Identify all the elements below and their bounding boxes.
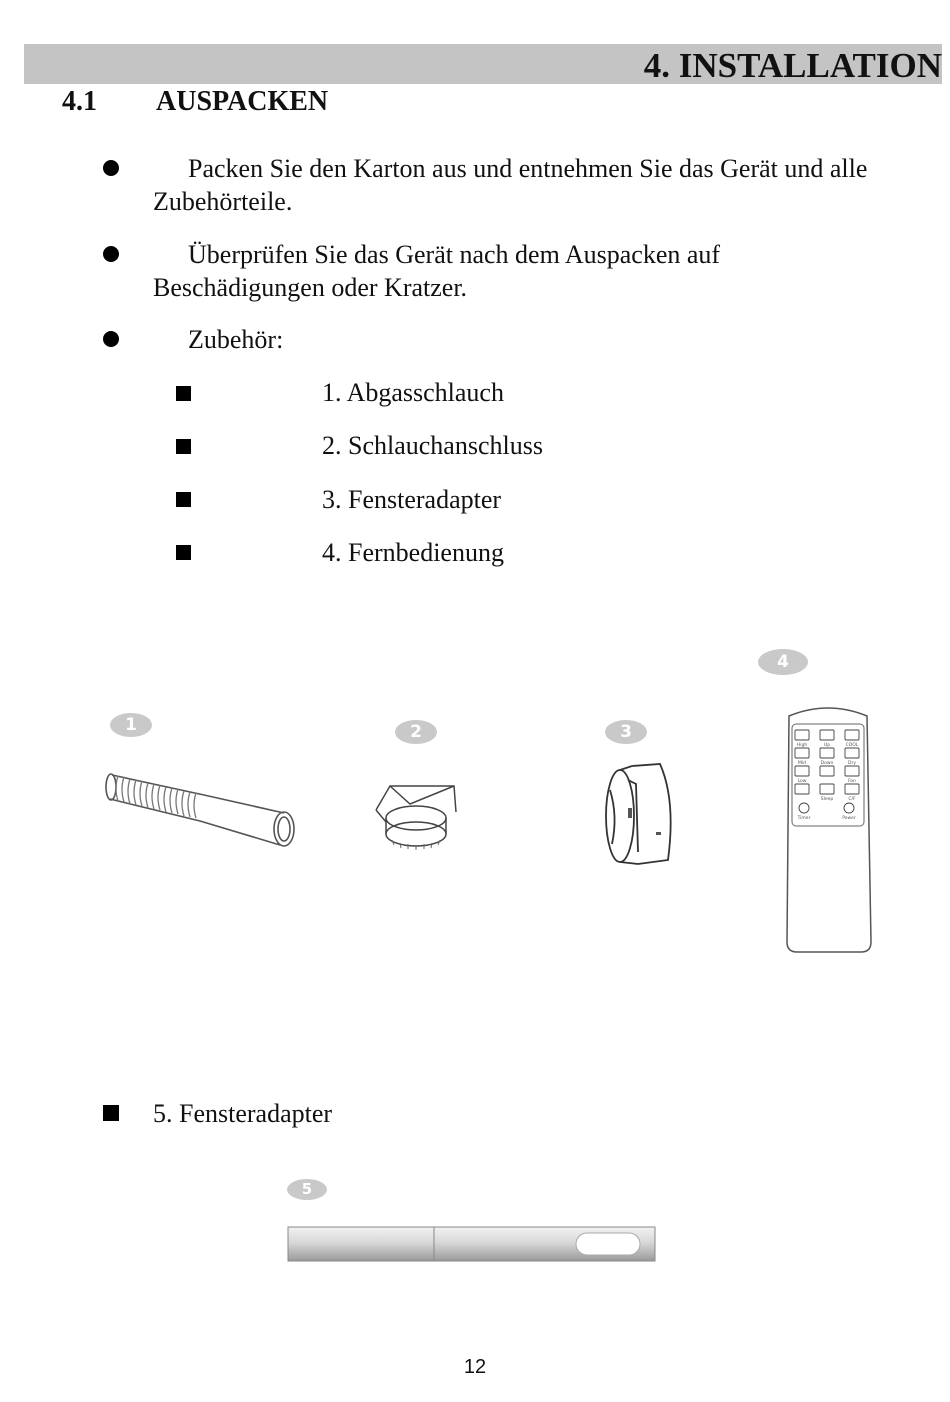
remote-label: Sleep: [820, 797, 834, 802]
extra-item-label: 5. Fensteradapter: [153, 1099, 333, 1128]
bullet-3-line-1: Zubehör:: [188, 325, 284, 354]
remote-label: Low: [797, 779, 807, 784]
remote-control-illustration: [783, 706, 875, 956]
bullet-dot: [103, 246, 119, 262]
accessory-item-2: 2. Schlauchanschluss: [322, 431, 543, 460]
accessory-item-3: 3. Fensteradapter: [322, 485, 502, 514]
bullet-dot: [103, 331, 119, 347]
square-bullet: [176, 439, 191, 454]
square-bullet: [176, 386, 191, 401]
section-number: 4.1: [62, 86, 97, 117]
accessory-item-4: 4. Fernbedienung: [322, 538, 504, 567]
bullet-2-line-1: Überprüfen Sie das Gerät nach dem Auspacken auf: [188, 240, 721, 269]
remote-label: COOL: [845, 743, 859, 748]
bullet-1-line-1: Packen Sie den Karton aus und entnehmen Sie das Gerät und alle: [188, 154, 868, 183]
remote-label: Down: [820, 761, 834, 766]
square-bullet: [176, 492, 191, 507]
figure-badge-2: 2: [395, 720, 437, 744]
square-bullet: [176, 545, 191, 560]
remote-label: Power: [842, 816, 856, 821]
hose-connector-illustration: [370, 778, 462, 852]
exhaust-hose-illustration: [104, 755, 304, 855]
bullet-2-line-2: Beschädigungen oder Kratzer.: [153, 273, 468, 302]
figure-badge-1: 1: [110, 713, 152, 737]
accessory-item-1: 1. Abgasschlauch: [322, 378, 504, 407]
bullet-1-line-2: Zubehörteile.: [153, 187, 293, 216]
figure-badge-3: 3: [605, 720, 647, 744]
remote-label: Dry: [848, 761, 856, 766]
chapter-title: 4. INSTALLATION: [643, 46, 942, 85]
window-adapter-illustration: [598, 760, 680, 872]
bullet-dot: [103, 160, 119, 176]
remote-label: C/F: [848, 797, 856, 802]
remote-label: Up: [823, 743, 831, 748]
square-bullet: [103, 1105, 119, 1121]
figure-badge-4: 4: [758, 649, 808, 675]
window-slider-illustration: [286, 1225, 658, 1263]
section-title: AUSPACKEN: [156, 86, 329, 117]
remote-label: Fan: [848, 779, 856, 784]
remote-label: Mid: [798, 761, 806, 766]
remote-label: High: [796, 743, 808, 748]
remote-label: Timer: [797, 816, 811, 821]
page-number: 12: [463, 1356, 487, 1378]
figure-badge-5: 5: [287, 1179, 327, 1200]
